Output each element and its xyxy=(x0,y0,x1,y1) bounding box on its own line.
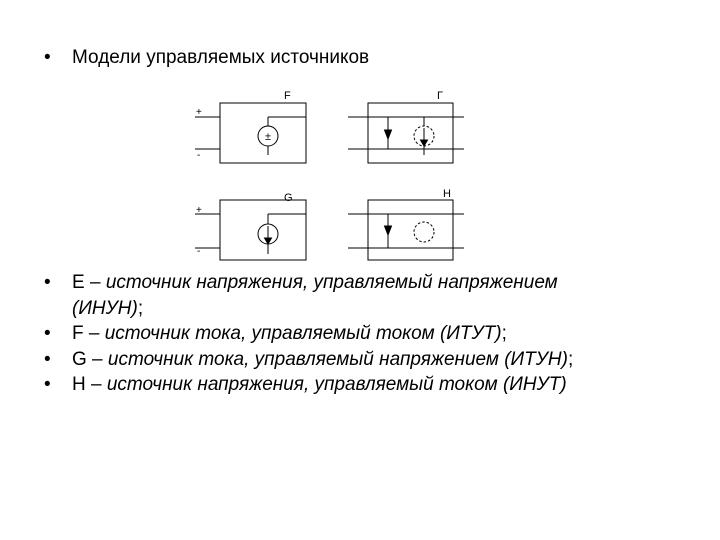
block-top-left xyxy=(195,103,306,163)
label-h: H xyxy=(443,188,451,200)
minus-sign-top: - xyxy=(197,150,201,161)
item-end: ; xyxy=(137,297,144,319)
minus-sign-bottom: - xyxy=(197,246,201,257)
label-g-cyrillic: Г xyxy=(437,90,443,102)
item-description: источник тока, управляемый напряжением (ИТУН) xyxy=(107,348,568,370)
item-end: ; xyxy=(567,348,574,370)
item-end: ; xyxy=(501,323,507,344)
plus-sign-top: + xyxy=(196,107,202,118)
source-list xyxy=(44,270,632,398)
list-item-g xyxy=(44,347,632,373)
item-letter: E – xyxy=(72,272,106,293)
bullet: • xyxy=(44,47,51,68)
item-letter: H – xyxy=(72,374,107,395)
list-item-f xyxy=(44,321,632,347)
plus-sign-bottom: + xyxy=(196,205,202,216)
bullet: • xyxy=(44,348,51,370)
block-bottom-right xyxy=(348,200,464,260)
block-top-right xyxy=(348,103,464,163)
list-item-h xyxy=(44,372,632,398)
bullet: • xyxy=(44,323,51,344)
item-description: источник напряжения, управляемый напряжением (ИНУН) xyxy=(72,272,558,319)
label-g: G xyxy=(284,192,293,204)
bullet: • xyxy=(44,272,51,293)
plus-minus-symbol: ± xyxy=(264,131,272,143)
heading-text: Модели управляемых источников xyxy=(72,47,370,68)
block-bottom-left xyxy=(195,200,306,260)
item-letter: F – xyxy=(72,323,105,344)
item-description: источник тока, управляемый током (ИТУТ) xyxy=(104,323,502,344)
item-letter: G – xyxy=(72,348,108,370)
list-item-e xyxy=(44,270,632,321)
item-description: источник напряжения, управляемый током (ИНУТ) xyxy=(106,374,567,395)
bullet: • xyxy=(44,374,51,395)
label-f: F xyxy=(284,90,291,102)
